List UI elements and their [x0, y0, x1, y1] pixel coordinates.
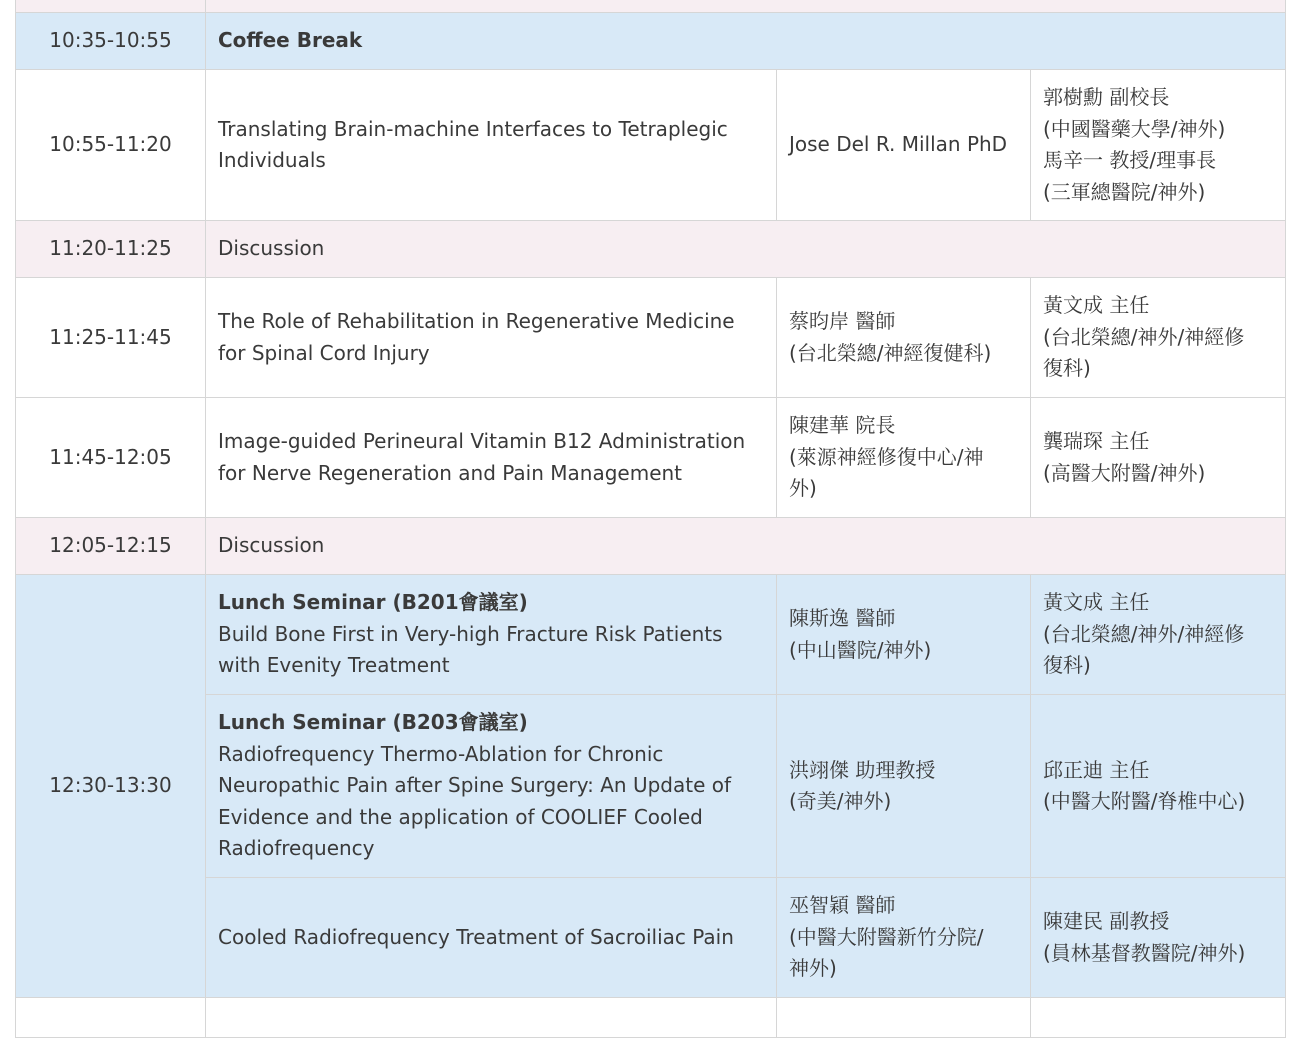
table-row	[16, 70, 1286, 221]
time-cell	[16, 0, 206, 13]
seminar-heading: Lunch Seminar (B203會議室)	[218, 710, 528, 735]
table-row-lunch-seminar	[16, 878, 1286, 998]
break-title: Coffee Break	[206, 13, 1286, 70]
speaker-line: 外)	[789, 476, 817, 501]
moderator-line: (台北榮總/神外/神經修	[1043, 324, 1245, 349]
speaker-line: (中醫大附醫新竹分院/	[789, 924, 984, 949]
moderator-line: 郭樹勳 副校長	[1043, 85, 1170, 109]
speaker-line: 洪翊傑 助理教授	[789, 757, 936, 782]
speaker-cell	[777, 878, 1031, 998]
speaker-cell	[777, 575, 1031, 695]
moderator-cell	[1031, 695, 1286, 878]
moderator-cell	[1031, 278, 1286, 398]
topic-cell: Cooled Radiofrequency Treatment of Sacroiliac Pain	[206, 878, 777, 998]
moderator-cell	[1031, 70, 1286, 221]
speaker-line: (台北榮總/神經復健科)	[789, 340, 992, 365]
speaker-line: 陳建華 院長	[789, 413, 896, 438]
topic-cell: The Role of Rehabilitation in Regenerative Medicine for Spinal Cord Injury	[206, 278, 777, 398]
moderator-line: (三軍總醫院/神外)	[1043, 179, 1206, 204]
speaker-line: (萊源神經修復中心/神	[789, 444, 984, 469]
speaker-cell	[777, 695, 1031, 878]
speaker-line: (中山醫院/神外)	[789, 637, 932, 662]
moderator-cell	[1031, 398, 1286, 518]
moderator-line: 黃文成 主任	[1043, 293, 1150, 318]
speaker-line: 巫智穎 醫師	[789, 893, 896, 918]
topic-cell	[206, 0, 1286, 13]
time-cell: 12:05-12:15	[16, 518, 206, 575]
topic-cell: Image-guided Perineural Vitamin B12 Administration for Nerve Regeneration and Pain Management	[206, 398, 777, 518]
discussion-title: Discussion	[206, 221, 1286, 278]
speaker-cell	[777, 278, 1031, 398]
discussion-title: Discussion	[206, 518, 1286, 575]
time-cell: 11:25-11:45	[16, 278, 206, 398]
table-row-discussion	[16, 221, 1286, 278]
table-row-lunch-seminar	[16, 575, 1286, 695]
moderator-line: 邱正迪 主任	[1043, 757, 1150, 782]
speaker-cell: Jose Del R. Millan PhD	[777, 70, 1031, 221]
moderator-line: 黃文成 主任	[1043, 590, 1150, 615]
topic-cell	[206, 695, 777, 878]
seminar-topic: Build Bone First in Very-high Fracture Risk Patients with Evenity Treatment	[218, 621, 723, 678]
seminar-heading: Lunch Seminar (B201會議室)	[218, 590, 528, 615]
moderator-cell	[1031, 878, 1286, 998]
seminar-topic: Radiofrequency Thermo-Ablation for Chronic Neuropathic Pain after Spine Surgery: An Update of Evidence and the application of COOLIEF Cooled Radiofrequency	[218, 741, 732, 861]
moderator-line: 馬辛一 教授/理事長	[1043, 148, 1217, 172]
time-cell: 10:55-11:20	[16, 70, 206, 221]
speaker-line: 神外)	[789, 956, 837, 981]
moderator-line: 復科)	[1043, 356, 1091, 381]
moderator-line: 龔瑞琛 主任	[1043, 429, 1150, 453]
table-row	[16, 278, 1286, 398]
table-row-discussion	[16, 518, 1286, 575]
time-cell: 11:20-11:25	[16, 221, 206, 278]
moderator-line: 復科)	[1043, 653, 1091, 678]
time-cell: 12:30-13:30	[16, 575, 206, 998]
moderator-line: 陳建民 副教授	[1043, 909, 1170, 933]
table-row-coffee-break	[16, 13, 1286, 70]
table-row-lunch-seminar	[16, 695, 1286, 878]
time-cell: 10:35-10:55	[16, 13, 206, 70]
topic-cell	[206, 575, 777, 695]
moderator-line: (高醫大附醫/神外)	[1043, 460, 1206, 485]
moderator-cell	[1031, 575, 1286, 695]
moderator-line: (台北榮總/神外/神經修	[1043, 621, 1245, 646]
speaker-line: 陳斯逸 醫師	[789, 606, 896, 630]
speaker-line: 蔡昀岸 醫師	[789, 309, 896, 333]
table-row	[16, 398, 1286, 518]
moderator-line: (中國醫藥大學/神外)	[1043, 116, 1226, 141]
moderator-line: (員林基督教醫院/神外)	[1043, 940, 1246, 965]
speaker-cell	[777, 398, 1031, 518]
table-row	[16, 0, 1286, 13]
topic-cell: Translating Brain-machine Interfaces to Tetraplegic Individuals	[206, 70, 777, 221]
schedule-table	[15, 0, 1286, 1038]
time-cell: 11:45-12:05	[16, 398, 206, 518]
moderator-line: (中醫大附醫/脊椎中心)	[1043, 789, 1246, 813]
speaker-line: (奇美/神外)	[789, 789, 892, 813]
